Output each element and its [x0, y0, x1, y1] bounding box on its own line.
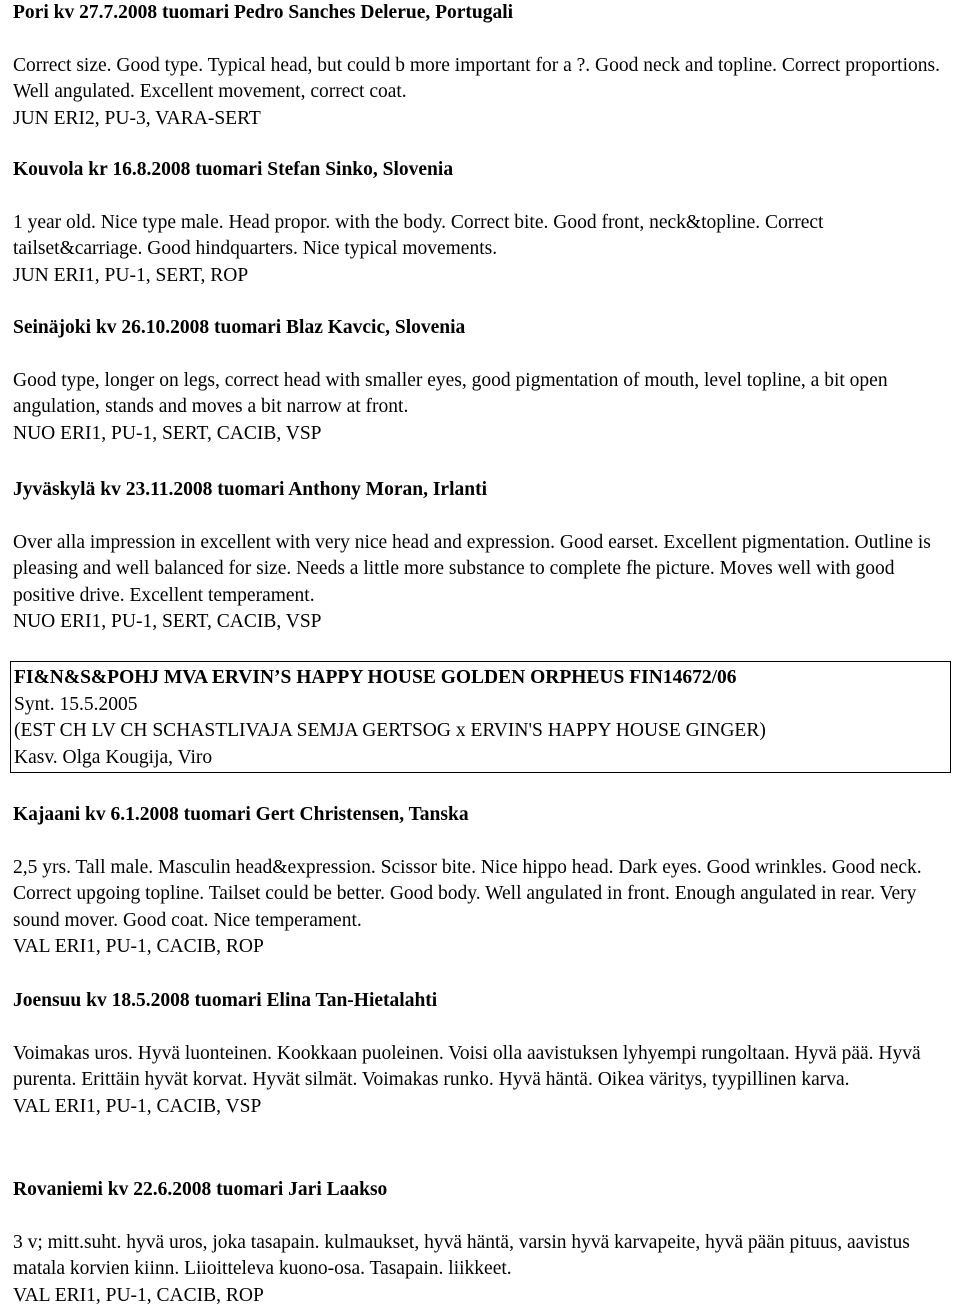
award-result: JUN ERI1, PU-1, SERT, ROP [13, 263, 948, 290]
award-result: VAL ERI1, PU-1, CACIB, ROP [13, 1283, 948, 1309]
award-result: NUO ERI1, PU-1, SERT, CACIB, VSP [13, 421, 948, 448]
dog-name: FI&N&S&POHJ MVA ERVIN’S HAPPY HOUSE GOLDEN ORPHEUS FIN14672/06 [14, 665, 950, 692]
judge-critique: 3 v; mitt.suht. hyvä uros, joka tasapain. kulmaukset, hyvä häntä, varsin hyvä karvapeite, hyvä pään pituus, aavistus matala korvien kiinn. Liioitteleva kuono-osa. Tasapain. liikkeet. [13, 1230, 948, 1283]
dog-parents: (EST CH LV CH SCHASTLIVAJA SEMJA GERTSOG x ERVIN'S HAPPY HOUSE GINGER) [14, 718, 950, 745]
dog-birth-date: Synt. 15.5.2005 [14, 692, 950, 719]
section-heading: Jyväskylä kv 23.11.2008 tuomari Anthony Moran, Irlanti [13, 477, 948, 504]
section-heading: Kajaani kv 6.1.2008 tuomari Gert Christensen, Tanska [13, 802, 948, 829]
section-heading: Kouvola kr 16.8.2008 tuomari Stefan Sinko, Slovenia [13, 157, 948, 184]
judge-critique: Good type, longer on legs, correct head with smaller eyes, good pigmentation of mouth, level topline, a bit open angulation, stands and moves a bit narrow at front. [13, 368, 948, 421]
dog-info-box [10, 661, 951, 773]
judge-critique: 2,5 yrs. Tall male. Masculin head&expression. Scissor bite. Nice hippo head. Dark eyes. Good wrinkles. Good neck. Correct upgoing topline. Tailset could be better. Good body. Well angulated in front. Enough angulated in rear. Very sound mover. Good coat. Nice temperament. [13, 855, 948, 935]
show-section-jyvaskyla [13, 477, 948, 636]
judge-critique: Correct size. Good type. Typical head, but could b more important for a ?. Good neck and topline. Correct proportions. Well angulated. Excellent movement, correct coat. [13, 53, 948, 106]
section-heading: Pori kv 27.7.2008 tuomari Pedro Sanches Delerue, Portugali [13, 0, 948, 27]
judge-critique: Over alla impression in excellent with very nice head and expression. Good earset. Excellent pigmentation. Outline is pleasing and well balanced for size. Needs a little more substance to complete fhe picture. Moves well with good positive drive. Excellent temperament. [13, 530, 948, 610]
dog-breeder: Kasv. Olga Kougija, Viro [14, 745, 950, 772]
section-heading: Rovaniemi kv 22.6.2008 tuomari Jari Laakso [13, 1177, 948, 1204]
show-section-seinajoki [13, 315, 948, 447]
award-result: VAL ERI1, PU-1, CACIB, VSP [13, 1094, 948, 1121]
show-section-kajaani [13, 802, 948, 961]
judge-critique: Voimakas uros. Hyvä luonteinen. Kookkaan puoleinen. Voisi olla aavistuksen lyhyempi rungoltaan. Hyvä pää. Hyvä purenta. Erittäin hyvät korvat. Hyvät silmät. Voimakas runko. Hyvä häntä. Oikea väritys, tyypillinen karva. [13, 1041, 948, 1094]
award-result: VAL ERI1, PU-1, CACIB, ROP [13, 934, 948, 961]
award-result: NUO ERI1, PU-1, SERT, CACIB, VSP [13, 609, 948, 636]
judge-critique: 1 year old. Nice type male. Head propor. with the body. Correct bite. Good front, neck&topline. Correct tailset&carriage. Good hindquarters. Nice typical movements. [13, 210, 948, 263]
section-heading: Joensuu kv 18.5.2008 tuomari Elina Tan-Hietalahti [13, 988, 948, 1015]
show-section-pori [13, 0, 948, 132]
show-section-joensuu [13, 988, 948, 1120]
show-section-kouvola [13, 157, 948, 289]
show-section-rovaniemi [13, 1177, 948, 1309]
section-heading: Seinäjoki kv 26.10.2008 tuomari Blaz Kavcic, Slovenia [13, 315, 948, 342]
award-result: JUN ERI2, PU-3, VARA-SERT [13, 106, 948, 133]
